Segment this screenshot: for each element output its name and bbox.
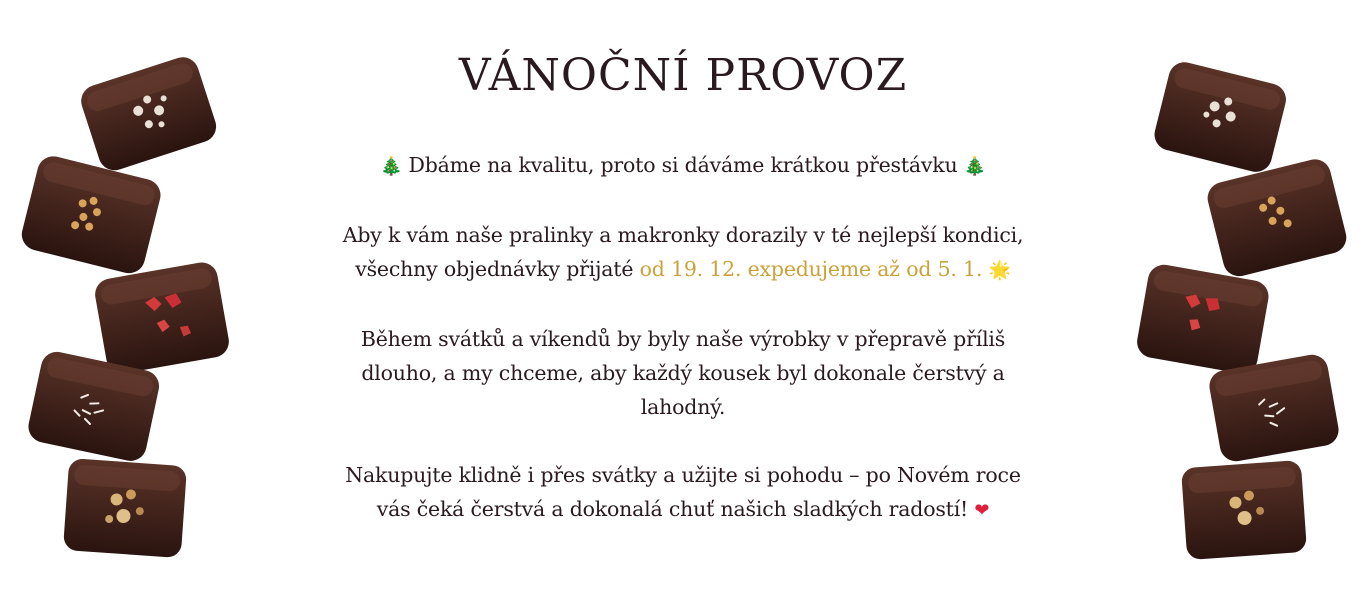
praline-raspberry [1135,262,1271,376]
christmas-tree-icon: 🎄 [379,156,403,177]
heart-icon: ❤ [974,500,990,521]
praline-hazelnut [1181,460,1307,560]
right-praline-stack [1126,0,1366,600]
paragraph-holidays [260,322,1106,424]
paragraph-holidays-line-2: dlouho, a my chceme, aby každý kousek byl dokonale čerstvý a [361,361,1005,385]
right-praline-stack-image [1126,0,1366,600]
left-praline-stack-image [0,0,240,600]
left-praline-stack [0,0,240,600]
paragraph-shipping [260,218,1106,288]
paragraph-quality-text: Dbáme na kvalitu, proto si dáváme krátkou přestávku [408,153,958,177]
notice-content [260,0,1106,600]
praline-sugar-pearls [1204,156,1349,280]
paragraph-shop [260,458,1106,528]
christmas-tree-icon: 🎄 [963,156,987,177]
shipping-date-highlight: od 19. 12. expedujeme až od 5. 1. [639,257,983,281]
page-title: VÁNOČNÍ PROVOZ [458,50,908,101]
praline-almond [1151,59,1289,175]
praline-raspberry [93,260,232,376]
paragraph-shop-line-2: vás čeká čerstvá a dokonalá chuť našich sladkých radostí! [376,497,969,521]
paragraph-holidays-line-3: lahodný. [640,395,726,419]
praline-sugar-pearls [18,153,163,277]
star-icon: 🌟 [988,260,1011,281]
paragraph-shipping-line-2: všechny objednávky přijaté [355,257,640,281]
paragraph-holidays-line-1: Během svátků a víkendů by byly naše výrobky v přepravě příliš [360,327,1006,351]
praline-almond [77,53,220,174]
paragraph-shipping-line-1: Aby k vám naše pralinky a makronky dorazily v té nejlepší kondici, [342,223,1024,247]
praline-hazelnut [63,458,187,558]
paragraph-quality [260,148,1106,184]
notice-body [260,148,1106,562]
paragraph-shop-line-1: Nakupujte klidně i přes svátky a užijte si pohodu – po Novém roce [345,463,1021,487]
